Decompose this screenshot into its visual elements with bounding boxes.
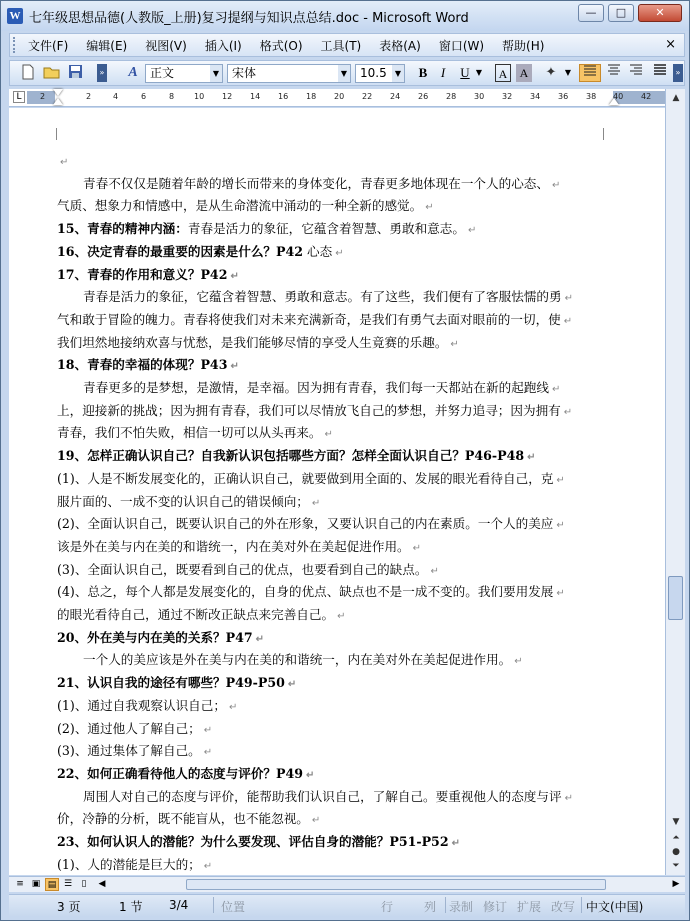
font-combo[interactable] [227, 64, 351, 83]
horizontal-scrollbar[interactable] [9, 876, 685, 892]
paragraph-mark-icon: ↵ [311, 815, 321, 827]
document-line[interactable] [57, 310, 617, 333]
line-text: 的眼光看待自己，通过不断改正缺点来完善自己。 [57, 607, 335, 623]
document-line[interactable] [57, 719, 617, 742]
scroll-down-arrow-icon[interactable]: ▼ [672, 817, 680, 827]
line-text: (1)、人是不断发展变化的，正确认识自己，就要做到用全面的、发展的眼光看待自己，克 [57, 470, 554, 486]
line-text: 青春，我们不怕失败，相信一切可以从头再来。 [57, 425, 322, 441]
document-line[interactable] [57, 174, 617, 197]
chevron-down-icon[interactable]: ▼ [210, 65, 222, 82]
status-track-changes[interactable]: 修订 [483, 900, 508, 914]
menu-bar [9, 33, 685, 57]
vertical-scroll-thumb[interactable] [668, 576, 683, 620]
paragraph-mark-icon: ↵ [563, 406, 573, 418]
document-line[interactable] [57, 673, 617, 696]
paragraph-mark-icon: ↵ [412, 542, 422, 554]
paragraph-mark-icon: ↵ [564, 792, 573, 804]
chevron-down-icon[interactable]: ▼ [392, 65, 404, 82]
document-line[interactable] [57, 560, 617, 583]
line-text: (2)、通过他人了解自己； [57, 720, 201, 736]
document-line[interactable] [57, 151, 617, 174]
toolbar-options-chevron-icon[interactable]: » [673, 64, 683, 82]
status-page-count: 3/4 [169, 898, 189, 912]
paragraph-mark-icon: ↵ [551, 384, 561, 396]
paragraph-mark-icon: ↵ [556, 520, 565, 532]
line-text: 17、青春的作用和意义？P42 [57, 266, 228, 282]
line-text: 我们坦然地接纳欢喜与忧愁，是我们能够尽情的享受人生竟赛的乐趣。 [57, 334, 448, 350]
status-separator [445, 897, 446, 913]
reading-layout-view-icon[interactable]: ▯ [81, 879, 87, 889]
line-text: (4)、总之，每个人都是发展变化的，自身的优点、缺点也不是一成不变的。我们要用发展 [57, 584, 554, 600]
document-line[interactable] [57, 650, 617, 673]
save-icon[interactable] [67, 64, 83, 82]
paragraph-mark-icon: ↵ [556, 588, 565, 600]
line-text: 青春不仅仅是随着年龄的增长而带来的身体变化，青春更多地体现在一个人的心态、 [83, 175, 549, 191]
body-text: 青春是活力的象征，它蕴含着智慧、勇敢和意志。 [187, 221, 465, 237]
ruler-mark: 8 [169, 92, 175, 101]
status-line: 行 [381, 900, 394, 914]
document-line[interactable] [57, 355, 617, 378]
distributed-align-icon[interactable] [650, 64, 670, 82]
crop-mark [45, 128, 57, 140]
menu-insert[interactable]: 插入(I) [204, 38, 242, 53]
document-line[interactable] [57, 492, 617, 515]
document-line[interactable] [57, 809, 617, 832]
line-text: (1)、通过自我观察认识自己； [57, 697, 226, 713]
ruler-mark: 40 [613, 92, 624, 101]
chevron-down-icon[interactable]: ▼ [338, 65, 350, 82]
document-line[interactable] [57, 628, 617, 651]
paragraph-mark-icon: ↵ [451, 838, 460, 850]
crop-mark [603, 128, 615, 140]
document-line[interactable] [57, 764, 617, 787]
menu-tools[interactable]: 工具(T) [320, 38, 362, 53]
line-text: 该是外在美与内在美的和谐统一，内在美对外在美起促进作用。 [57, 538, 410, 554]
menu-window[interactable]: 窗口(W) [438, 38, 485, 53]
style-combo[interactable] [145, 64, 223, 83]
document-line[interactable] [57, 582, 617, 605]
italic-button[interactable]: I [440, 65, 446, 80]
print-layout-view-icon[interactable]: ▤ [45, 878, 59, 891]
status-column: 列 [424, 900, 437, 914]
status-language: 中文(中国) [586, 900, 644, 914]
line-text: (3)、通过集体了解自己。 [57, 743, 201, 759]
font-size-value: 10.5 [360, 66, 387, 80]
document-body[interactable] [57, 151, 617, 875]
line-text: 周围人对自己的态度与评价，能帮助我们认识自己，了解自己。要重视他人的态度与评 [83, 788, 562, 804]
line-text: (3)、全面认识自己，既要看到自己的优点，也要看到自己的缺点。 [57, 561, 428, 577]
line-text: 青春更多的是梦想，是激情，是幸福。因为拥有青春，我们每一天都站在新的起跑线 [83, 380, 549, 396]
ruler-mark: 24 [390, 92, 401, 101]
menu-format[interactable]: 格式(O) [259, 38, 303, 53]
heading-text: 16、决定青春的最重要的因素是什么？P42 [57, 243, 304, 259]
document-close-button[interactable]: × [665, 37, 676, 52]
document-page[interactable] [57, 108, 617, 875]
ruler-mark: 36 [558, 92, 569, 101]
scroll-right-arrow-icon[interactable]: ▶ [672, 879, 680, 889]
style-value: 正文 [150, 66, 175, 80]
vertical-scrollbar[interactable] [665, 89, 685, 875]
font-value: 宋体 [232, 66, 257, 80]
ruler-mark: 30 [474, 92, 485, 101]
paragraph-mark-icon: ↵ [230, 270, 239, 282]
paragraph-mark-icon: ↵ [228, 701, 238, 713]
ruler-mark: 12 [222, 92, 233, 101]
menu-edit[interactable]: 编辑(E) [86, 38, 128, 53]
document-line[interactable] [57, 401, 617, 424]
previous-page-icon[interactable]: ⏶ [672, 833, 680, 843]
align-center-icon[interactable] [604, 64, 624, 82]
character-border-button[interactable]: A [495, 64, 511, 82]
paragraph-mark-icon: ↵ [563, 315, 573, 327]
status-record[interactable]: 录制 [449, 900, 474, 914]
normal-view-icon[interactable]: ≡ [16, 879, 24, 889]
document-line[interactable] [57, 446, 617, 469]
menu-table[interactable]: 表格(A) [379, 38, 421, 53]
line-text: (1)、人的潜能是巨大的； [57, 856, 201, 872]
paragraph-mark-icon: ↵ [255, 633, 265, 645]
font-size-combo[interactable] [355, 64, 405, 83]
paragraph-mark-icon: ↵ [60, 157, 69, 168]
paragraph-mark-icon: ↵ [450, 338, 459, 350]
horizontal-scroll-thumb[interactable] [186, 879, 606, 890]
bold-button[interactable]: B [418, 65, 428, 80]
maximize-button[interactable]: □ [608, 4, 634, 22]
word-app-icon: W [7, 8, 23, 24]
document-line[interactable] [57, 514, 617, 537]
menu-file[interactable]: 文件(F) [28, 38, 69, 53]
document-line[interactable] [57, 378, 617, 401]
outline-view-icon[interactable]: ☰ [63, 879, 73, 889]
document-line[interactable] [57, 196, 617, 219]
horizontal-ruler[interactable] [9, 89, 685, 107]
paragraph-mark-icon: ↵ [287, 679, 297, 691]
line-text: 青春是活力的象征，它蕴含着智慧、勇敢和意志。有了这些，我们便有了客服怯懦的勇 [83, 289, 562, 305]
line-text: 上，迎接新的挑战；因为拥有青春，我们可以尽情放飞自己的梦想，并努力追寻；因为拥有 [57, 402, 561, 418]
document-line[interactable] [57, 537, 617, 560]
document-line[interactable] [57, 832, 617, 855]
paragraph-mark-icon: ↵ [203, 860, 213, 872]
body-text: 心态 [303, 243, 333, 259]
ruler-mark: 18 [306, 92, 317, 101]
ruler-mark: 16 [278, 92, 289, 101]
paragraph-mark-icon: ↵ [430, 565, 439, 577]
line-text: 一个人的美应该是外在美与内在美的和谐统一，内在美对外在美起促进作用。 [83, 652, 512, 668]
change-case-icon[interactable]: ✦ [545, 65, 557, 80]
heading-text: 15、青春的精神内涵： [57, 221, 188, 237]
formatting-toolbar [9, 60, 685, 86]
ruler-mark: 4 [113, 92, 119, 101]
right-indent-marker[interactable] [609, 98, 619, 105]
ruler-scale [40, 91, 652, 104]
document-line[interactable] [57, 605, 617, 628]
open-folder-icon[interactable] [43, 64, 61, 82]
line-text: 21、认识自我的途径有哪些？P49-P50 [57, 675, 285, 691]
paragraph-mark-icon: ↵ [556, 474, 565, 486]
status-separator [213, 897, 214, 913]
ruler-mark: 2 [86, 92, 92, 101]
minimize-button[interactable]: — [578, 4, 604, 22]
ruler-mark: 32 [502, 92, 513, 101]
ruler-mark: 14 [250, 92, 261, 101]
line-text: 20、外在美与内在美的关系？P47 [57, 629, 253, 645]
line-text: 19、怎样正确认识自己？自我新认识包括哪些方面？怎样全面认识自己？P46-P48 [57, 448, 525, 464]
toolbar-options-chevron-icon[interactable]: » [97, 64, 107, 82]
status-bar [9, 894, 685, 916]
ruler-mark: 2 [40, 92, 46, 101]
ruler-mark: 20 [334, 92, 345, 101]
paragraph-mark-icon: ↵ [337, 611, 346, 623]
paragraph-mark-icon: ↵ [324, 429, 333, 441]
status-separator [581, 897, 582, 913]
paragraph-mark-icon: ↵ [527, 452, 536, 464]
document-line[interactable] [57, 287, 617, 310]
status-overtype[interactable]: 改写 [551, 900, 576, 914]
web-layout-view-icon[interactable]: ▣ [31, 879, 41, 889]
paragraph-mark-icon: ↵ [230, 361, 239, 373]
paragraph-mark-icon: ↵ [551, 179, 561, 191]
ruler-mark: 28 [446, 92, 457, 101]
character-shading-button[interactable]: A [516, 64, 532, 82]
close-button[interactable]: ✕ [638, 4, 682, 22]
underline-button[interactable]: U [460, 65, 470, 80]
ruler-mark: 26 [418, 92, 429, 101]
paragraph-mark-icon: ↵ [306, 769, 315, 781]
select-browse-object-icon[interactable]: ● [672, 847, 680, 857]
paragraph-mark-icon: ↵ [203, 747, 213, 759]
paragraph-mark-icon: ↵ [311, 497, 321, 509]
new-document-icon[interactable] [20, 64, 36, 82]
document-line[interactable] [57, 423, 617, 446]
underline-dropdown-icon[interactable]: ▼ [475, 68, 483, 77]
next-page-icon[interactable]: ⏷ [672, 861, 680, 871]
menu-view[interactable]: 视图(V) [145, 38, 187, 53]
menu-help[interactable]: 帮助(H) [502, 38, 545, 53]
ruler-mark: 22 [362, 92, 373, 101]
paragraph-mark-icon: ↵ [514, 656, 523, 668]
line-text: 气和敢于冒险的魄力。青春将使我们对未来充满新奇，是我们有勇气去面对眼前的一切，使 [57, 311, 561, 327]
align-right-icon[interactable] [626, 64, 646, 82]
line-text: 服片面的、一成不变的认识自己的错误倾向； [57, 493, 309, 509]
document-area[interactable] [9, 108, 665, 875]
title-bar [1, 1, 689, 31]
paragraph-mark-icon: ↵ [425, 202, 434, 214]
align-justify-icon[interactable] [579, 64, 601, 82]
document-line[interactable] [57, 787, 617, 810]
document-line[interactable] [57, 741, 617, 764]
line-text: 22、如何正确看待他人的态度与评价？P49 [57, 765, 304, 781]
first-line-indent-marker[interactable] [53, 89, 63, 96]
document-line[interactable] [57, 242, 617, 265]
document-line[interactable] [57, 333, 617, 356]
styles-pane-icon[interactable]: A [128, 65, 138, 80]
status-extend[interactable]: 扩展 [517, 900, 542, 914]
document-line[interactable] [57, 855, 617, 875]
document-line[interactable] [57, 219, 617, 242]
line-text: 18、青春的幸福的体现？P43 [57, 357, 228, 373]
window-title: 七年级思想品德(人教版_上册)复习提纲与知识点总结.doc - Microsoft Word [29, 10, 469, 26]
document-line[interactable] [57, 265, 617, 288]
status-section: 1 节 [119, 900, 143, 914]
line-text: 气质、想象力和情感中，是从生命潜流中涌动的一种全新的感觉。 [57, 198, 423, 214]
status-position: 位置 [221, 900, 246, 914]
ruler-mark: 38 [586, 92, 597, 101]
ruler-mark: 34 [530, 92, 541, 101]
paragraph-mark-icon: ↵ [467, 225, 477, 237]
line-text: 价，冷静的分析，既不能盲从，也不能忽视。 [57, 811, 309, 827]
paragraph-mark-icon: ↵ [564, 293, 573, 305]
document-line[interactable] [57, 469, 617, 492]
line-text: 23、如何认识人的潜能？为什么要发现、评估自身的潜能？P51-P52 [57, 834, 449, 850]
ruler-mark: 10 [194, 92, 205, 101]
tab-selector-icon[interactable]: L [13, 91, 25, 103]
document-line[interactable] [57, 696, 617, 719]
line-text: (2)、全面认识自己，既要认识自己的外在形象，又要认识自己的内在素质。一个人的美应 [57, 516, 554, 532]
status-page: 3 页 [57, 900, 81, 914]
ruler-mark: 42 [641, 92, 652, 101]
paragraph-mark-icon: ↵ [203, 724, 213, 736]
change-case-dropdown-icon[interactable]: ▼ [564, 68, 572, 77]
scroll-up-arrow-icon[interactable]: ▲ [672, 93, 680, 103]
hanging-indent-marker[interactable] [53, 98, 63, 105]
scroll-left-arrow-icon[interactable]: ◀ [98, 879, 106, 889]
paragraph-mark-icon: ↵ [335, 247, 344, 259]
ruler-mark: 6 [141, 92, 147, 101]
